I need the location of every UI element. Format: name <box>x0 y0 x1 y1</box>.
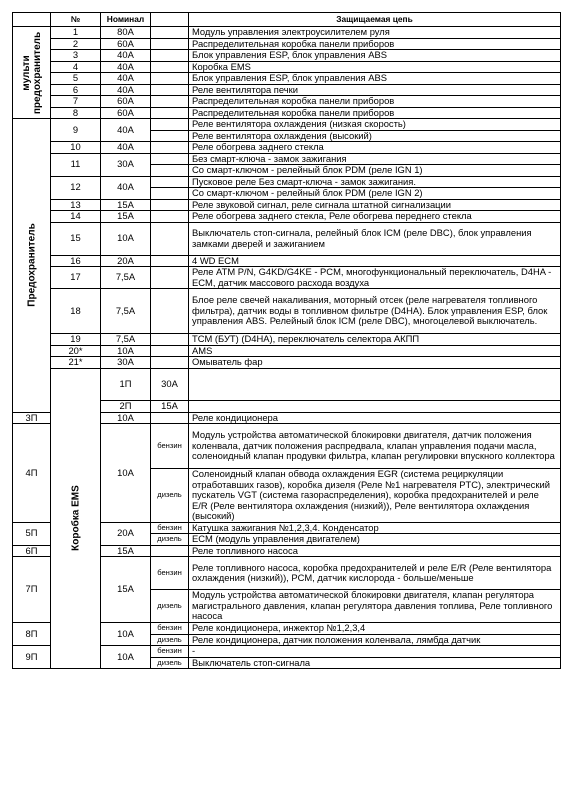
fuse-rating: 20A <box>101 522 151 545</box>
fuse-rating: 40A <box>101 73 151 85</box>
table-row <box>13 345 561 357</box>
fuse-rating: 40A <box>101 142 151 154</box>
engine-type-petrol: бензин <box>151 522 189 534</box>
table-row <box>13 73 561 85</box>
fuse-number: 8 <box>51 107 101 119</box>
fuse-circuit: Реле топливного насоса <box>189 545 561 557</box>
engine-type-petrol: бензин <box>151 557 189 590</box>
fuse-rating: 40A <box>101 61 151 73</box>
table-row <box>13 289 561 334</box>
fuse-circuit: Реле обогрева заднего стекла, Реле обогрева переднего стекла <box>189 211 561 223</box>
fuse-rating: 15A <box>101 557 151 623</box>
fuse-circuit: Омыватель фар <box>189 357 561 369</box>
engine-type-diesel: дизель <box>151 534 189 546</box>
fuse-rating: 15A <box>101 545 151 557</box>
fuse-rating: 30A <box>101 153 151 176</box>
fuse-circuit: Со смарт-ключом - релейный блок PDM (реле IGN 1) <box>189 165 561 177</box>
table-row <box>13 267 561 289</box>
engine-type-diesel: дизель <box>151 657 189 669</box>
fuse-circuit: TCM (БУТ) (D4HA), переключатель селектора АКПП <box>189 334 561 346</box>
table-row <box>13 50 561 62</box>
fuse-circuit: AMS <box>189 345 561 357</box>
fuse-circuit: Реле кондиционера, инжектор №1,2,3,4 <box>189 623 561 635</box>
fuse-rating: 10A <box>101 646 151 669</box>
engine-type-diesel: дизель <box>151 590 189 623</box>
fuse-rating: 15A <box>151 401 189 413</box>
fuse-rating: 15A <box>101 199 151 211</box>
fuse-circuit: Блок управления ESP, блок управления ABS <box>189 50 561 62</box>
fuse-number: 18 <box>51 289 101 334</box>
fuse-number: 3 <box>51 50 101 62</box>
fuse-circuit: Реле вентилятора охлаждения (низкая скорость) <box>189 119 561 131</box>
fuse-circuit: 4 WD ECM <box>189 255 561 267</box>
fuse-number: 2 <box>51 38 101 50</box>
header-engine <box>151 13 189 27</box>
header-row <box>13 13 561 27</box>
fuse-circuit: Реле обогрева заднего стекла <box>189 142 561 154</box>
fuse-rating: 10A <box>101 222 151 255</box>
fuse-circuit: Реле кондиционера <box>189 412 561 424</box>
fuse-number: 6 <box>51 84 101 96</box>
fuse-number: 9 <box>51 119 101 142</box>
engine-type-petrol: бензин <box>151 646 189 658</box>
table-row <box>13 334 561 346</box>
header-group <box>13 13 51 27</box>
fuse-rating: 7,5A <box>101 289 151 334</box>
table-row <box>13 84 561 96</box>
fuse-rating: 30A <box>101 357 151 369</box>
table-row <box>13 368 561 401</box>
fuse-number: 4 <box>51 61 101 73</box>
table-row <box>13 153 561 165</box>
fuse-circuit: Катушка зажигания №1,2,3,4. Конденсатор <box>189 522 561 534</box>
fuse-number: 9П <box>13 646 51 669</box>
fuse-number: 11 <box>51 153 101 176</box>
fuse-circuit: Реле топливного насоса, коробка предохранителей и реле E/R (Реле вентилятора охлаждения (низкий)), PCM, датчик кислорода - больше/меньше <box>189 557 561 590</box>
fuse-rating: 30A <box>151 368 189 401</box>
table-row <box>13 38 561 50</box>
fuse-rating: 40A <box>101 84 151 96</box>
fuse-number: 16 <box>51 255 101 267</box>
table-row <box>13 176 561 188</box>
fuse-number: 21* <box>51 357 101 369</box>
fuse-circuit: Распределительная коробка панели приборов <box>189 96 561 108</box>
table-row <box>13 96 561 108</box>
fuse-number: 3П <box>13 412 51 424</box>
fuse-rating: 40A <box>101 176 151 199</box>
fuse-number: 13 <box>51 199 101 211</box>
fuse-number: 20* <box>51 345 101 357</box>
table-row <box>13 199 561 211</box>
table-row <box>13 222 561 255</box>
fuse-circuit: Распределительная коробка панели приборов <box>189 107 561 119</box>
fuse-circuit: Выключатель стоп-сигнала <box>189 657 561 669</box>
fuse-rating: 60A <box>101 38 151 50</box>
fuse-number: 4П <box>13 424 51 523</box>
table-row <box>13 142 561 154</box>
fuse-circuit: Без смарт-ключа - замок зажигания <box>189 153 561 165</box>
engine-type-petrol: бензин <box>151 424 189 469</box>
fuse-circuit: Блое реле свечей накаливания, моторный отсек (реле нагревателя топливного фильтра), датчик воды в топливном фильтре (D4HA). Блок управления ESP, блок управления ABS. Релейный блок ICM (реле DBC), многоцелевой выключатель. <box>189 289 561 334</box>
group-label-fuses: Предохранитель <box>13 119 51 413</box>
fuse-rating: 80A <box>101 27 151 39</box>
fuse-rating: 10A <box>101 424 151 523</box>
fuse-number: 8П <box>13 623 51 646</box>
fuse-rating: 10A <box>101 412 151 424</box>
fuse-number: 2П <box>101 401 151 413</box>
fuse-circuit: Модуль устройства автоматической блокировки двигателя, датчик положения коленвала, датчик положения распредвала, клапан управления подачи масла, соленоидный клапан продувки фильтра, клапан регулировки впускного коллектора <box>189 424 561 469</box>
fuse-rating: 7,5A <box>101 334 151 346</box>
table-row <box>13 107 561 119</box>
fuse-circuit: Блок управления ESP, блок управления ABS <box>189 73 561 85</box>
fuse-rating: 40A <box>101 119 151 142</box>
fuse-circuit: Выключатель стоп-сигнала, релейный блок ICM (реле DBC), блок управления замками дверей и зажиганием <box>189 222 561 255</box>
fuse-number: 15 <box>51 222 101 255</box>
fuse-rating: 40A <box>101 50 151 62</box>
header-number: № <box>51 13 101 27</box>
fuse-circuit: ECM (модуль управления двигателем) <box>189 534 561 546</box>
fuse-rating: 7,5A <box>101 267 151 289</box>
group-label-ems: Коробка EMS <box>51 368 101 669</box>
fuse-number: 14 <box>51 211 101 223</box>
table-row <box>13 211 561 223</box>
fuse-number: 17 <box>51 267 101 289</box>
table-row <box>13 27 561 39</box>
fuse-circuit: Соленоидный клапан обвода охлаждения EGR (система рециркуляции отработавших газов), коробка дизеля (Реле №1 нагревателя PTC), электрический пускатель VGT (система газораспределения), коробка предохранителей и реле E/R (Реле вентилятора охлаждения (низкий)), Реле вентилятора охлаждения (высокий) <box>189 469 561 523</box>
fuse-rating: 10A <box>101 623 151 646</box>
table-row <box>13 357 561 369</box>
fuse-number: 7 <box>51 96 101 108</box>
engine-type-diesel: дизель <box>151 634 189 646</box>
fuse-number: 19 <box>51 334 101 346</box>
header-nominal: Номинал <box>101 13 151 27</box>
header-circuit: Защищаемая цепь <box>189 13 561 27</box>
fuse-circuit: Реле кондиционера, датчик положения коленвала, лямбда датчик <box>189 634 561 646</box>
fuse-number: 5 <box>51 73 101 85</box>
table-row <box>13 255 561 267</box>
fuse-circuit: Модуль устройства автоматической блокировки двигателя, клапан регулятора магистрального давления, клапан регулятора давления топлива, Реле топливного насоса <box>189 590 561 623</box>
fuse-circuit: Распределительная коробка панели приборов <box>189 38 561 50</box>
fuse-circuit: Коробка EMS <box>189 61 561 73</box>
fuse-circuit: Реле вентилятора охлаждения (высокий) <box>189 130 561 142</box>
fuse-circuit: - <box>189 646 561 658</box>
fuse-number: 1 <box>51 27 101 39</box>
fuse-rating: 15A <box>101 211 151 223</box>
fuse-circuit: Реле вентилятора печки <box>189 84 561 96</box>
fuse-circuit: Со смарт-ключом - релейный блок PDM (реле IGN 2) <box>189 188 561 200</box>
fuse-number: 1П <box>101 368 151 401</box>
fuse-table <box>12 12 561 669</box>
fuse-rating: 10A <box>101 345 151 357</box>
fuse-number: 12 <box>51 176 101 199</box>
table-row <box>13 61 561 73</box>
engine-type-petrol: бензин <box>151 623 189 635</box>
table-row <box>13 119 561 131</box>
fuse-rating: 60A <box>101 96 151 108</box>
fuse-rating: 60A <box>101 107 151 119</box>
fuse-circuit: Пусковое реле Без смарт-ключа - замок зажигания. <box>189 176 561 188</box>
fuse-circuit: Реле звуковой сигнал, реле сигнала штатной сигнализации <box>189 199 561 211</box>
fuse-number: 5П <box>13 522 51 545</box>
fuse-number: 7П <box>13 557 51 623</box>
engine-type-diesel: дизель <box>151 469 189 523</box>
fuse-circuit: Модуль управления электроусилителем руля <box>189 27 561 39</box>
fuse-number: 10 <box>51 142 101 154</box>
group-label-multi: мульти предохранитель <box>13 27 51 119</box>
fuse-number: 6П <box>13 545 51 557</box>
fuse-circuit: Реле ATM P/N, G4KD/G4KE - PCM, многофункциональный переключатель, D4HA - ECM, датчик массового расхода воздуха <box>189 267 561 289</box>
fuse-rating: 20A <box>101 255 151 267</box>
